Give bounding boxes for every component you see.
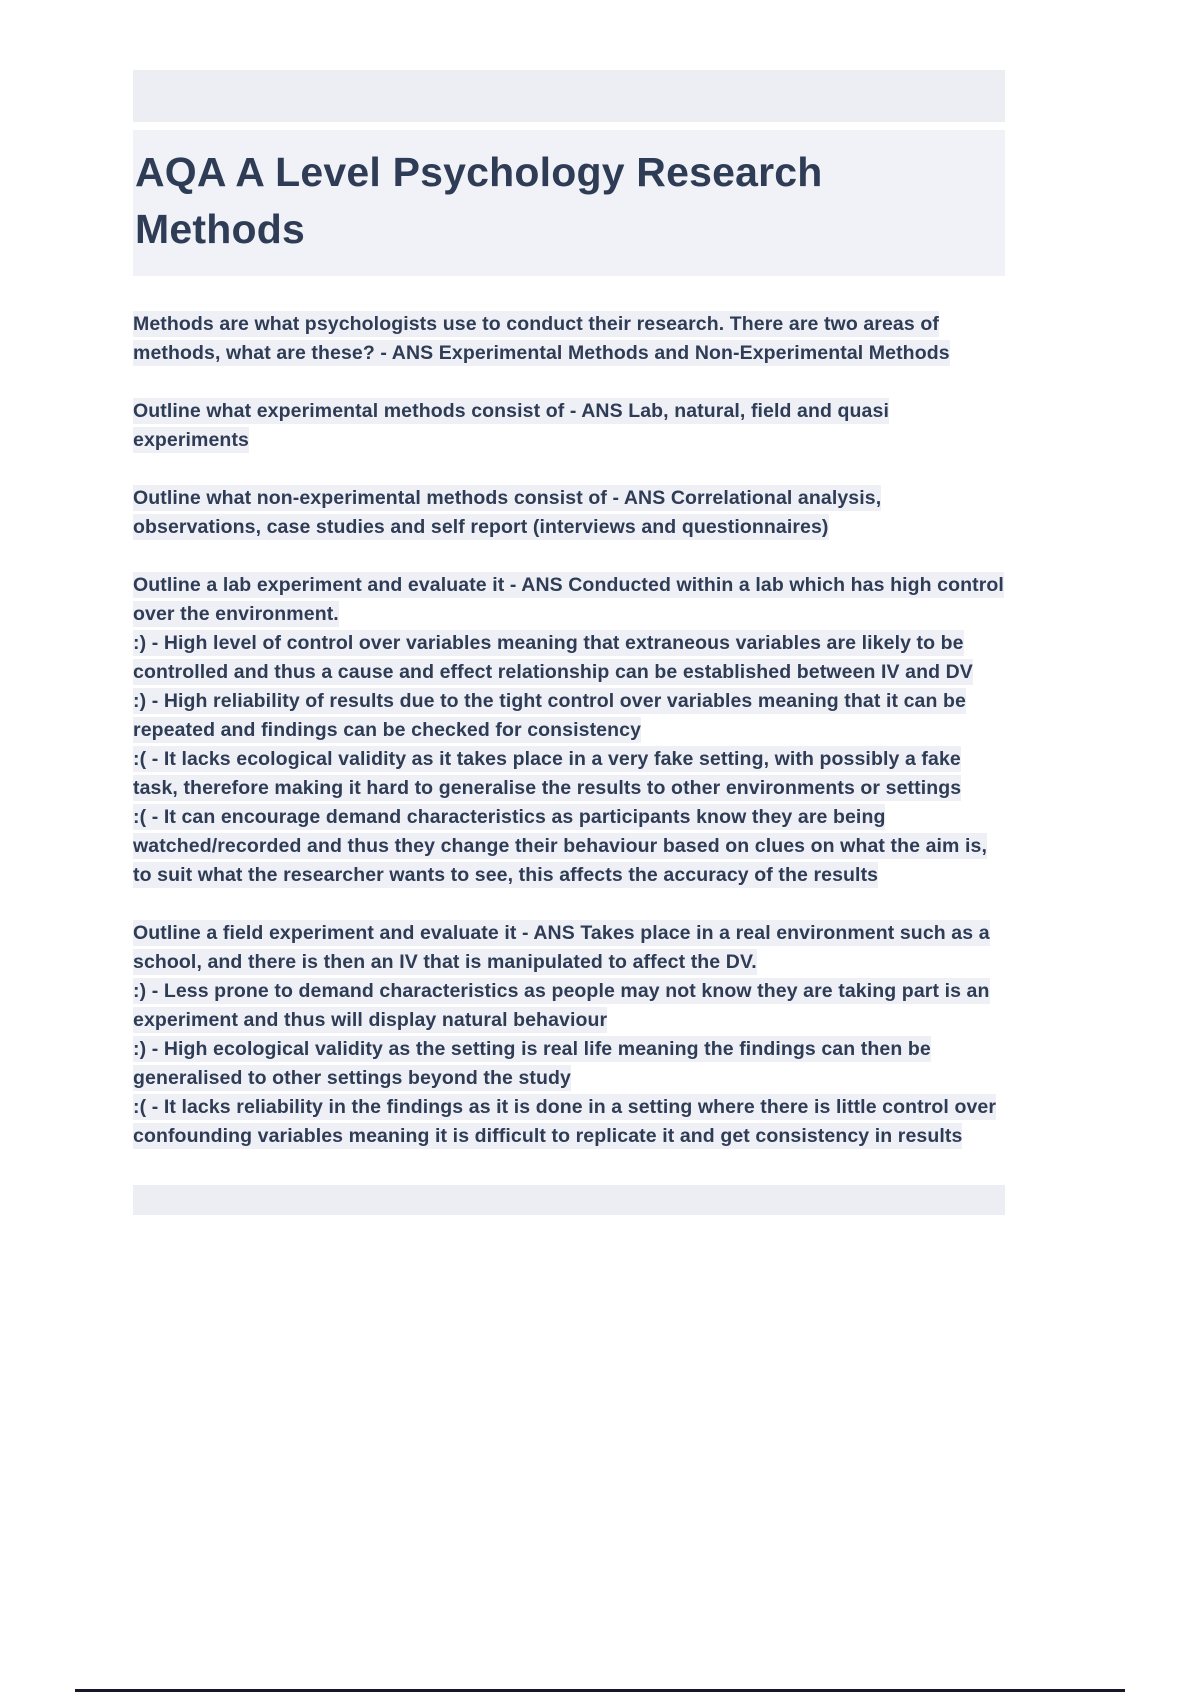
qa-text: Outline what experimental methods consist of - ANS Lab, natural, field and quasi experiments bbox=[133, 400, 889, 451]
document-content bbox=[133, 0, 1005, 1215]
page-title-line-2: Methods bbox=[135, 206, 305, 252]
qa-text: Outline a field experiment and evaluate it - ANS Takes place in a real environment such as a school, and there is then an IV that is manipulated to affect the DV. bbox=[133, 922, 990, 973]
qa-paragraph-methods-areas bbox=[133, 310, 1005, 368]
qa-paragraph-non-experimental-methods bbox=[133, 484, 1005, 542]
qa-con-point: :( - It can encourage demand characteristics as participants know they are being watched/recorded and thus they change their behaviour based on clues on what the aim is, to suit what the researcher wants to see, this affects the accuracy of the results bbox=[133, 806, 987, 886]
qa-paragraph-lab-experiment bbox=[133, 571, 1005, 890]
page-title-line-1: AQA A Level Psychology Research bbox=[135, 149, 823, 195]
document-body bbox=[133, 310, 1005, 1151]
qa-pro-point: :) - High ecological validity as the setting is real life meaning the findings can then be generalised to other settings beyond the study bbox=[133, 1038, 931, 1089]
qa-pro-point: :) - High reliability of results due to the tight control over variables meaning that it can be repeated and findings can be checked for consistency bbox=[133, 690, 966, 741]
page-bottom-rule bbox=[75, 1689, 1125, 1692]
qa-paragraph-field-experiment bbox=[133, 919, 1005, 1151]
top-banner bbox=[133, 70, 1005, 122]
qa-con-point: :( - It lacks reliability in the findings as it is done in a setting where there is little control over confounding variables meaning it is difficult to replicate it and get consistency in results bbox=[133, 1096, 997, 1147]
qa-text: Methods are what psychologists use to conduct their research. There are two areas of methods, what are these? - ANS Experimental Methods and Non-Experimental Methods bbox=[133, 313, 950, 364]
qa-paragraph-experimental-methods bbox=[133, 397, 1005, 455]
page-title bbox=[133, 130, 1005, 276]
qa-text: Outline what non-experimental methods consist of - ANS Correlational analysis, observations, case studies and self report (interviews and questionnaires) bbox=[133, 487, 882, 538]
qa-text: Outline a lab experiment and evaluate it - ANS Conducted within a lab which has high control over the environment. bbox=[133, 574, 1004, 625]
qa-pro-point: :) - High level of control over variables meaning that extraneous variables are likely to be controlled and thus a cause and effect relationship can be established between IV and DV bbox=[133, 632, 973, 683]
bottom-band bbox=[133, 1185, 1005, 1215]
qa-con-point: :( - It lacks ecological validity as it takes place in a very fake setting, with possibly a fake task, therefore making it hard to generalise the results to other environments or settings bbox=[133, 748, 962, 799]
qa-pro-point: :) - Less prone to demand characteristics as people may not know they are taking part is an experiment and thus will display natural behaviour bbox=[133, 980, 990, 1031]
